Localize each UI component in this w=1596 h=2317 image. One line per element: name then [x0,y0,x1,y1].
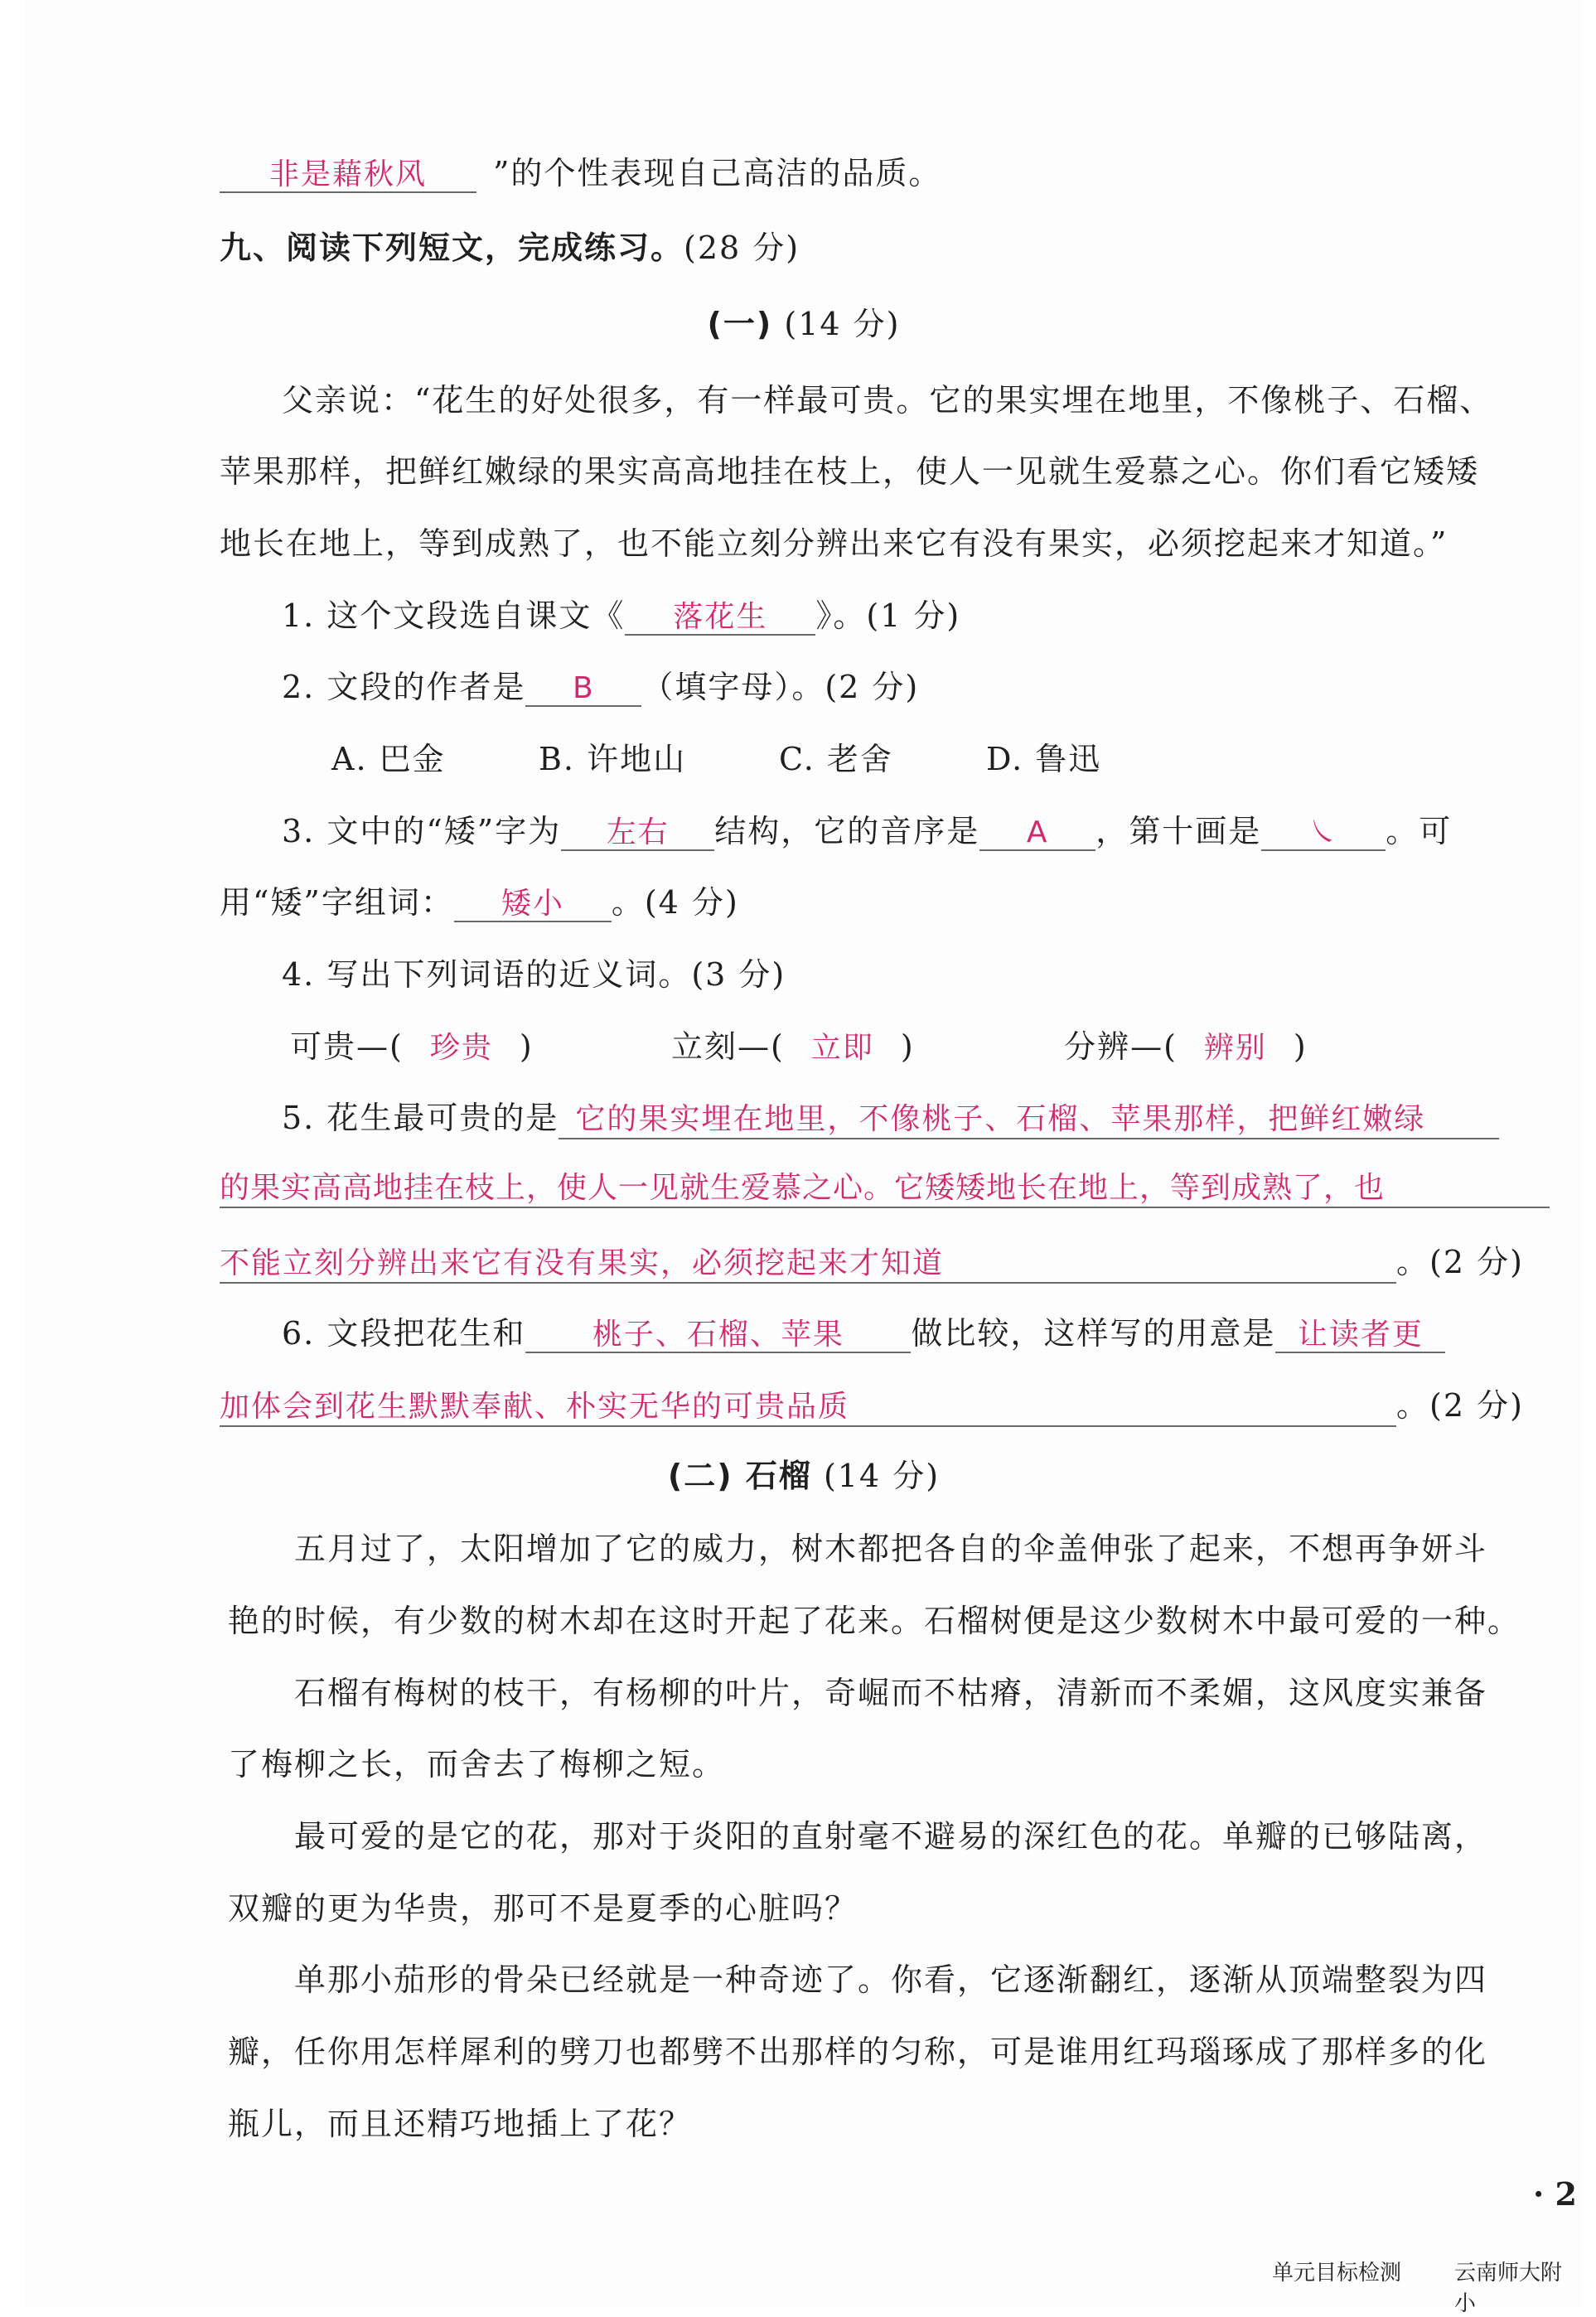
question-3-line-2-suffix: 。(4 分) [611,884,739,921]
page-number: · 2 [1533,2175,1577,2213]
question-6-prefix: 6. 文段把花生和 [282,1315,526,1352]
question-3-line-2-prefix: 用“矮”字组词： [220,884,454,921]
question-3-answer-stroke: ㇏ [1261,816,1386,851]
option-c: C. 老舍 [779,741,893,777]
question-6-suffix: 。(2 分) [1396,1387,1524,1424]
question-2 [282,661,919,707]
question-3-mid-1: 结构，它的音序是 [714,813,980,849]
question-3-line-2 [220,877,739,922]
question-5 [282,1092,1499,1139]
passage-2-line-2: 艳的时候，有少数的树木却在这时开起了花来。石榴树便是这少数树木中最可爱的一种。 [228,1603,1521,1639]
question-5-answer-line-1: 它的果实埋在地里，不像桃子、石榴、苹果那样，把鲜红嫩绿 [559,1096,1499,1139]
part-2-heading [25,1450,1583,1496]
passage-2-line-1: 五月过了，太阳增加了它的威力，树木都把各自的伞盖伸张了起来，不想再争妍斗 [294,1531,1488,1567]
question-3 [282,805,1452,851]
passage-2-line-6: 双瓣的更为华贵，那可不是夏季的心脏吗？ [228,1890,858,1927]
synonym-word-1: 可贵—( [290,1028,404,1065]
question-3-mid-2: ，第十画是 [1095,813,1262,849]
passage-2-line-8: 瓣，任你用怎样犀利的劈刀也都劈不出那样的匀称，可是谁用红玛瑙琢成了那样多的化 [228,2034,1488,2070]
passage-1-line-2: 苹果那样，把鲜红嫩绿的果实高高地挂在枝上，使人一见就生爱慕之心。你们看它矮矮 [220,453,1480,490]
question-2-suffix: （填字母）。(2 分) [641,669,920,705]
synonym-answer-1: 珍贵 [429,1031,493,1065]
question-5-prefix: 5. 花生最可贵的是 [282,1100,559,1136]
poem-line-text: ”的个性表现自己高洁的品质。 [493,155,942,191]
question-5-answer-line-3: 不能立刻分辨出来它有没有果实，必须挖起来才知道 [220,1240,1396,1284]
workbook-page [25,0,1583,2316]
synonym-answer-2: 立即 [810,1031,874,1065]
synonym-close-3: ) [1293,1028,1308,1065]
passage-1-line-3: 地长在地上，等到成熟了，也不能立刻分辨出来它有没有果实，必须挖起来才知道。” [220,525,1448,562]
question-1-suffix: 》。(1 分) [815,597,961,634]
question-5-line-3 [220,1236,1524,1284]
poem-answer-line [220,148,941,193]
question-2-answer: B [525,672,641,707]
footer-left: 单元目标检测 [1272,2261,1402,2286]
footer-right: 云南师大附小 [1454,2261,1563,2316]
question-6-line-2 [220,1380,1524,1427]
question-4-items [290,1021,1308,1067]
synonym-answer-3: 辨别 [1203,1031,1267,1065]
part-1-score: (14 分) [784,306,901,342]
question-3-prefix: 3. 文中的“矮”字为 [282,813,562,849]
passage-2-line-7: 单那小茄形的骨朵已经就是一种奇迹了。你看，它逐渐翻红，逐渐从顶端整裂为四 [294,1961,1488,1998]
synonym-item-1 [290,1021,671,1067]
option-a: A. 巴金 [331,741,446,777]
question-5-line-2 [220,1164,1550,1208]
question-3-suffix: 。可 [1386,813,1453,849]
part-1-title: (一) [707,306,773,342]
question-6-answer-purpose-1: 让读者更 [1275,1318,1445,1353]
passage-2-line-5: 最可爱的是它的花，那对于炎阳的直射毫不避易的深红色的花。单瓣的已够陆离， [294,1818,1488,1855]
poem-answer: 非是藉秋风 [220,158,476,193]
section-9-score: (28 分) [684,230,800,266]
part-1-heading [25,298,1583,344]
synonym-close-2: ) [900,1028,915,1065]
question-1-prefix: 1. 这个文段选自课文《 [282,597,626,634]
question-1 [282,590,960,636]
question-6-mid: 做比较，这样写的用意是 [911,1315,1276,1352]
passage-2-line-4: 了梅柳之长，而舍去了梅柳之短。 [228,1746,726,1782]
passage-2-line-3: 石榴有梅树的枝干，有杨柳的叶片，奇崛而不枯瘠，清新而不柔媚，这风度实兼备 [294,1675,1488,1711]
question-1-answer: 落花生 [625,601,815,636]
synonym-item-2 [671,1021,1052,1067]
question-6-answer-purpose-2: 加体会到花生默默奉献、朴实无华的可贵品质 [220,1383,1396,1427]
option-b: B. 许地山 [539,741,687,777]
synonym-word-2: 立刻—( [671,1028,785,1065]
part-2-score: (14 分) [823,1458,941,1494]
question-5-suffix: 。(2 分) [1396,1244,1524,1280]
part-2-title: (二) 石榴 [667,1458,812,1494]
option-d: D. 鲁迅 [986,741,1102,777]
synonym-word-3: 分辨—( [1064,1028,1178,1065]
section-9-heading [220,222,800,268]
section-9-title: 九、阅读下列短文，完成练习。 [220,230,684,266]
question-2-options [331,733,1101,779]
question-3-answer-index: A [979,816,1095,851]
passage-1-line-1: 父亲说：“花生的好处很多，有一样最可贵。它的果实埋在地里，不像桃子、石榴、 [282,382,1493,418]
question-4-title: 4. 写出下列词语的近义词。(3 分) [282,956,786,993]
question-5-answer-line-2: 的果实高高地挂在枝上，使人一见就生爱慕之心。它矮矮地长在地上，等到成熟了，也 [220,1164,1550,1208]
passage-2-line-9: 瓶儿，而且还精巧地插上了花？ [228,2106,693,2142]
question-2-prefix: 2. 文段的作者是 [282,669,526,705]
question-6 [282,1308,1445,1353]
question-3-answer-structure: 左右 [561,816,714,851]
synonym-close-1: ) [519,1028,534,1065]
question-6-answer-compare: 桃子、石榴、苹果 [525,1318,911,1353]
question-3-answer-word: 矮小 [454,888,612,922]
synonym-item-3 [1052,1028,1308,1065]
